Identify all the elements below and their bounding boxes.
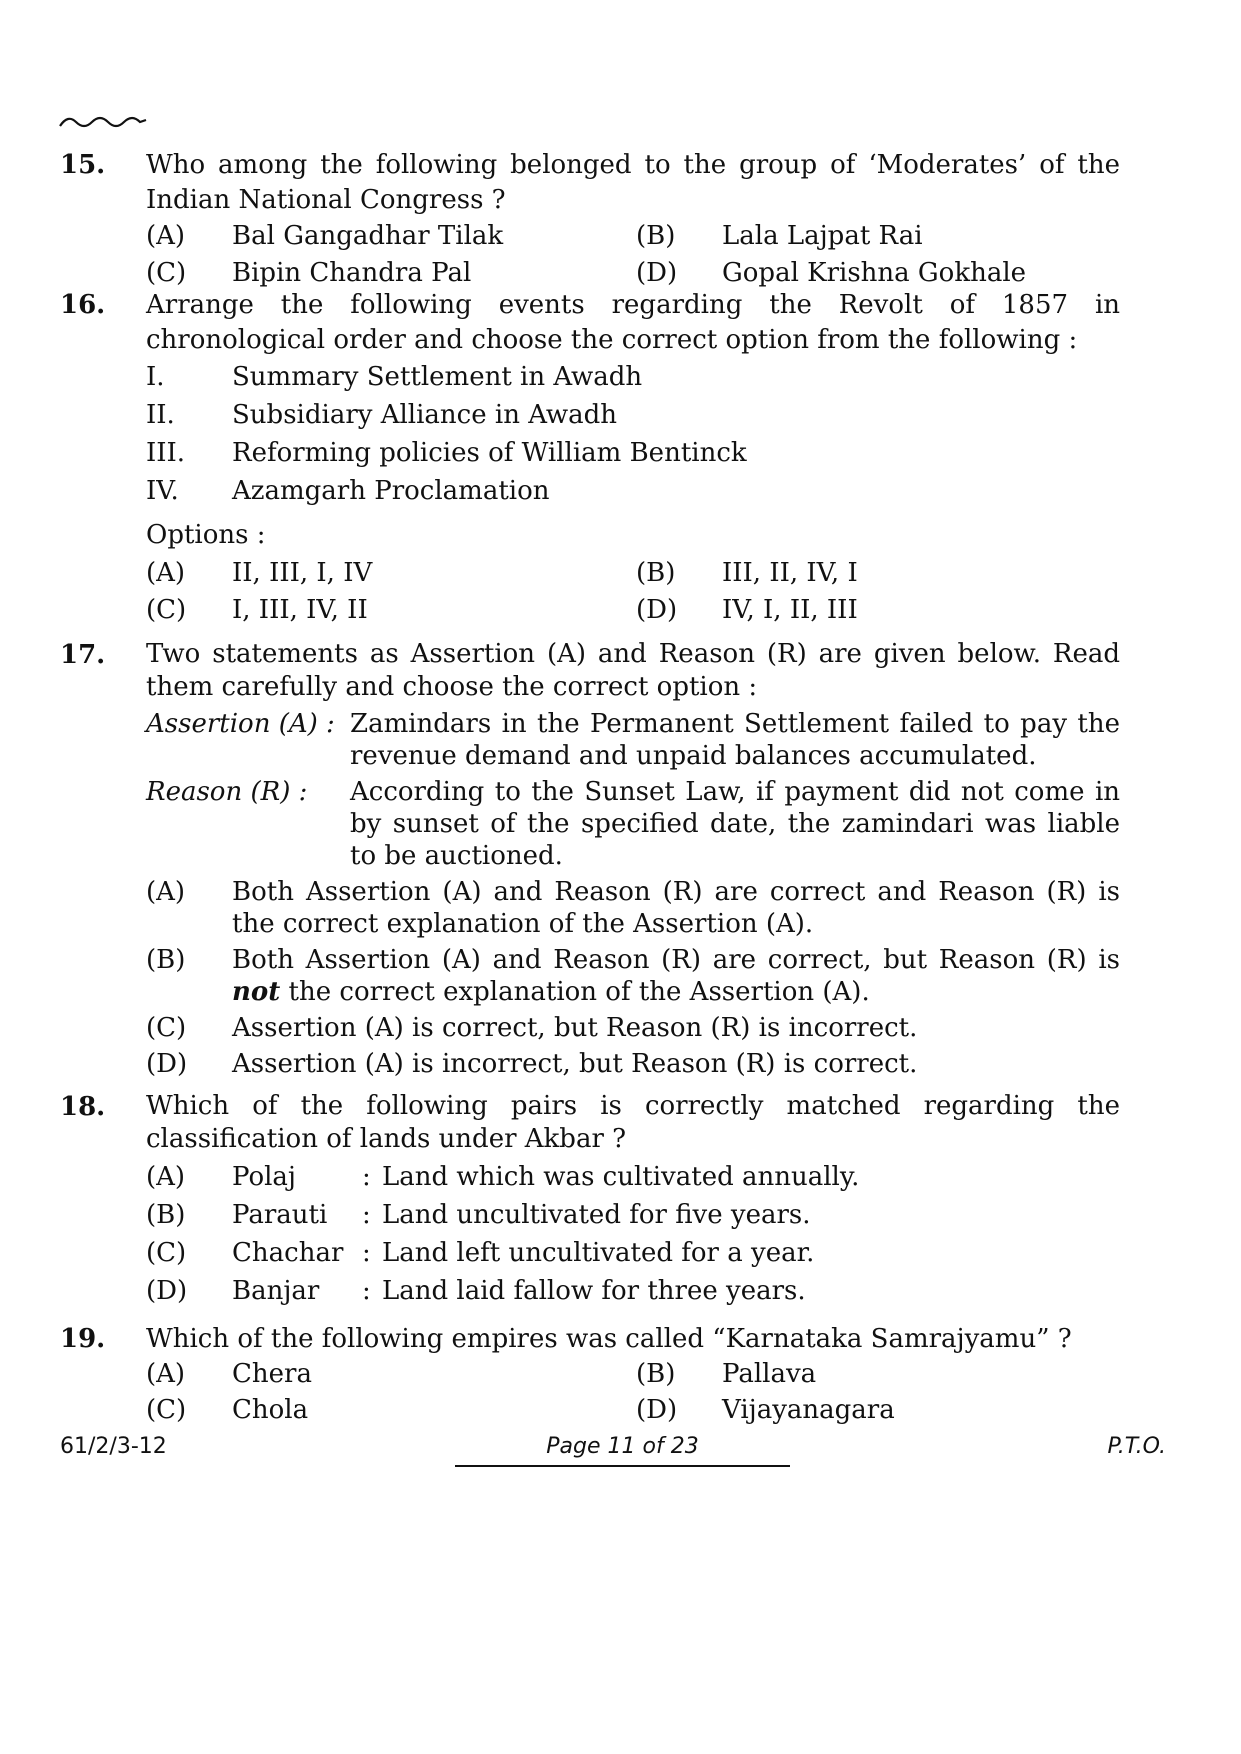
options-heading-text: Options :: [146, 520, 266, 550]
question-18: [60, 1090, 1120, 1312]
option-text: Lala Lajpat Rai: [722, 221, 923, 251]
event-text: Summary Settlement in Awadh: [232, 362, 643, 392]
option-row: [146, 593, 1120, 630]
event-text: Reforming policies of William Bentinck: [232, 438, 747, 468]
separator: :: [362, 1200, 371, 1230]
event-label: I.: [146, 362, 165, 392]
option-row: [146, 1357, 1120, 1393]
option-text: Bipin Chandra Pal: [232, 258, 472, 288]
land-name: Polaj: [232, 1162, 296, 1192]
option-emphasis: not: [232, 977, 281, 1007]
option-a: [146, 876, 1120, 940]
question-19: [60, 1322, 1120, 1430]
separator: :: [362, 1162, 371, 1192]
separator: :: [362, 1238, 371, 1268]
option-text: Bal Gangadhar Tilak: [232, 221, 504, 251]
land-option-c: [146, 1236, 1120, 1274]
question-number: 17.: [60, 640, 106, 670]
land-name: Banjar: [232, 1276, 320, 1306]
option-text: II, III, I, IV: [232, 558, 373, 588]
option-text: Pallava: [722, 1359, 817, 1389]
option-label: (A): [146, 1359, 186, 1389]
assertion-text: Zamindars in the Permanent Settlement failed to pay the revenue demand and unpaid balances accumulated.: [350, 709, 1120, 771]
event-item: [146, 360, 1120, 398]
option-label: (D): [636, 595, 678, 625]
land-option-b: [146, 1198, 1120, 1236]
land-description: Land uncultivated for five years.: [382, 1200, 811, 1230]
land-name: Parauti: [232, 1200, 328, 1230]
option-label: (A): [146, 877, 186, 907]
option-text: III, II, IV, I: [722, 558, 858, 588]
option-text-part: Both Assertion (A) and Reason (R) are correct, but Reason (R) is: [232, 945, 1120, 975]
assertion-block: [146, 708, 1120, 772]
event-label: II.: [146, 400, 175, 430]
option-row: [146, 556, 1120, 593]
option-label: (C): [146, 595, 187, 625]
question-text: Two statements as Assertion (A) and Reason (R) are given below. Read them carefully and choose the correct option :: [146, 639, 1120, 702]
option-label: (D): [146, 1049, 188, 1079]
reason-title: Reason (R) :: [146, 777, 308, 807]
question-text: Who among the following belonged to the group of ‘Moderates’ of the Indian National Congress ?: [146, 150, 1120, 215]
option-row: [146, 219, 1120, 256]
question-15: [60, 148, 1120, 293]
land-description: Land left uncultivated for a year.: [382, 1238, 815, 1268]
paper-code: 61/2/3-12: [60, 1434, 167, 1459]
event-item: [146, 474, 1120, 518]
option-d: [146, 1047, 1120, 1081]
option-label: (D): [636, 1395, 678, 1425]
option-b: [146, 944, 1120, 1008]
option-label: (D): [636, 258, 678, 288]
option-label: (B): [636, 558, 676, 588]
event-label: III.: [146, 438, 186, 468]
option-label: (D): [146, 1276, 188, 1306]
option-label: (A): [146, 221, 186, 251]
separator: :: [362, 1276, 371, 1306]
land-option-a: [146, 1160, 1120, 1198]
option-text: Vijayanagara: [722, 1395, 895, 1425]
option-c: [146, 1011, 1120, 1045]
option-label: (C): [146, 258, 187, 288]
reason-text: According to the Sunset Law, if payment did not come in by sunset of the specified date, the zamindari was liable to be auctioned.: [350, 777, 1120, 871]
land-description: Land which was cultivated annually.: [382, 1162, 860, 1192]
option-row: [146, 1393, 1120, 1430]
question-text: Which of the following pairs is correctly matched regarding the classification of lands under Akbar ?: [146, 1091, 1120, 1154]
question-number: 15.: [60, 150, 106, 180]
option-label: (C): [146, 1395, 187, 1425]
option-label: (A): [146, 558, 186, 588]
event-item: [146, 398, 1120, 436]
pto-label: P.T.O.: [1107, 1434, 1166, 1459]
option-label: (C): [146, 1013, 187, 1043]
option-text: Assertion (A) is correct, but Reason (R) is incorrect.: [232, 1013, 918, 1043]
option-text: IV, I, II, III: [722, 595, 858, 625]
option-text: [232, 944, 1120, 1008]
option-label: (C): [146, 1238, 187, 1268]
land-description: Land laid fallow for three years.: [382, 1276, 806, 1306]
option-label: (B): [636, 221, 676, 251]
question-number: 16.: [60, 290, 106, 320]
question-text: Arrange the following events regarding the Revolt of 1857 in chronological order and choose the correct option from the following :: [146, 290, 1120, 355]
options-heading: [146, 518, 1120, 556]
option-label: (B): [146, 945, 186, 975]
question-16: [60, 288, 1120, 630]
land-option-d: [146, 1274, 1120, 1312]
question-number: 18.: [60, 1092, 106, 1122]
option-text: Chola: [232, 1395, 309, 1425]
event-text: Azamgarh Proclamation: [232, 476, 550, 506]
land-name: Chachar: [232, 1238, 344, 1268]
option-label: (A): [146, 1162, 186, 1192]
question-number: 19.: [60, 1324, 106, 1354]
option-text-part: the correct explanation of the Assertion (A).: [288, 977, 870, 1007]
event-item: [146, 436, 1120, 474]
option-text: Gopal Krishna Gokhale: [722, 258, 1027, 288]
option-text: Both Assertion (A) and Reason (R) are correct and Reason (R) is the correct explanation of the Assertion (A).: [232, 877, 1120, 939]
option-label: (B): [146, 1200, 186, 1230]
option-text: I, III, IV, II: [232, 595, 368, 625]
question-17: [60, 638, 1120, 1081]
reason-block: [146, 776, 1120, 872]
question-text: Which of the following empires was called “Karnataka Samrajyamu” ?: [146, 1324, 1072, 1354]
assertion-title: Assertion (A) :: [146, 709, 335, 739]
page-number: Page 11 of 23: [455, 1434, 790, 1467]
option-text: Assertion (A) is incorrect, but Reason (R) is correct.: [232, 1049, 918, 1079]
event-label: IV.: [146, 476, 179, 506]
event-text: Subsidiary Alliance in Awadh: [232, 400, 617, 430]
option-text: Chera: [232, 1359, 312, 1389]
option-label: (B): [636, 1359, 676, 1389]
wave-ornament-icon: [58, 112, 148, 132]
